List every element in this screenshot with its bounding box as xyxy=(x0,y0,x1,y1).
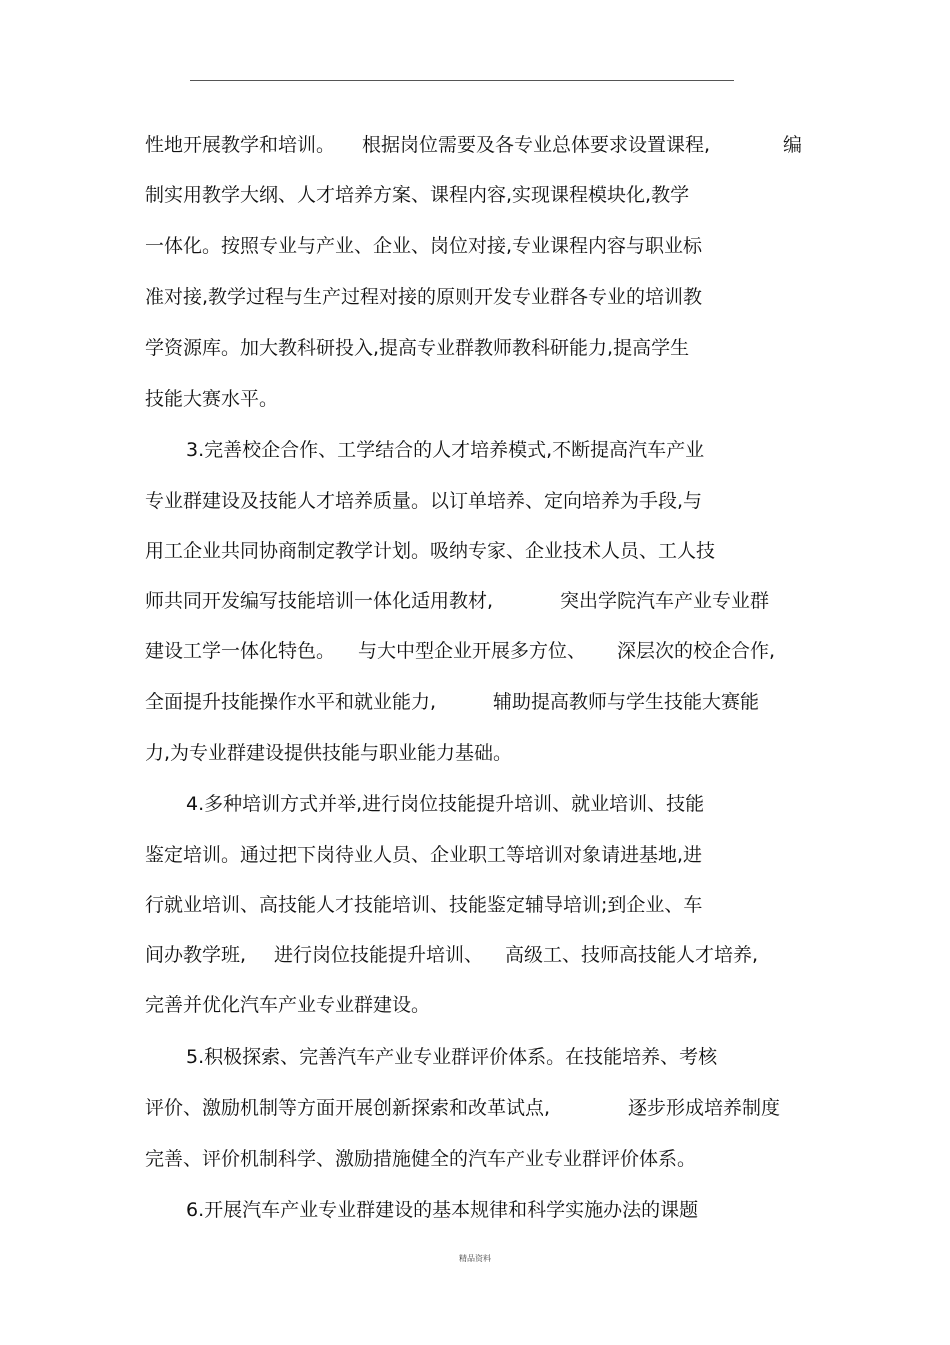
body-line: 评价、激励机制等方面开展创新探索和改革试点, xyxy=(145,1097,551,1119)
body-line: 逐步形成培养制度 xyxy=(628,1097,781,1119)
page-footer: 精品资料 xyxy=(459,1254,491,1263)
paragraph-5-start: 5.积极探索、完善汽车产业专业群评价体系。在技能培养、考核 xyxy=(186,1046,718,1068)
body-line: 鉴定培训。通过把下岗待业人员、企业职工等培训对象请进基地,进 xyxy=(145,844,703,866)
body-line: 完善、评价机制科学、激励措施健全的汽车产业专业群评价体系。 xyxy=(145,1148,697,1170)
body-line: 完善并优化汽车产业专业群建设。 xyxy=(145,994,431,1016)
body-line: 技能大赛水平。 xyxy=(145,388,279,410)
body-line: 准对接,教学过程与生产过程对接的原则开发专业群各专业的培训教 xyxy=(145,286,703,308)
body-line: 制实用教学大纲、人才培养方案、课程内容,实现课程模块化,教学 xyxy=(145,184,690,206)
paragraph-4-start: 4.多种培训方式并举,进行岗位技能提升培训、就业培训、技能 xyxy=(186,793,705,815)
body-line: 一体化。按照专业与产业、企业、岗位对接,专业课程内容与职业标 xyxy=(145,235,703,257)
body-line: 力,为专业群建设提供技能与职业能力基础。 xyxy=(145,742,513,764)
body-line: 专业群建设及技能人才培养质量。以订单培养、定向培养为手段,与 xyxy=(145,490,703,512)
body-line: 辅助提高教师与学生技能大赛能 xyxy=(493,691,760,713)
body-line: 师共同开发编写技能培训一体化适用教材, xyxy=(145,590,494,612)
body-line: 根据岗位需要及各专业总体要求设置课程, xyxy=(362,134,711,156)
body-line: 用工企业共同协商制定教学计划。吸纳专家、企业技术人员、工人技 xyxy=(145,540,716,562)
body-line: 学资源库。加大教科研投入,提高专业群教师教科研能力,提高学生 xyxy=(145,337,690,359)
body-line: 全面提升技能操作水平和就业能力, xyxy=(145,691,437,713)
body-line: 行就业培训、高技能人才技能培训、技能鉴定辅导培训;到企业、车 xyxy=(145,894,703,916)
body-line: 深层次的校企合作, xyxy=(617,640,776,662)
body-line: 编 xyxy=(783,134,803,156)
body-line: 高级工、技师高技能人才培养, xyxy=(505,944,759,966)
body-line: 建设工学一体化特色。 xyxy=(145,640,336,662)
body-line: 与大中型企业开展多方位、 xyxy=(358,640,587,662)
paragraph-6-start: 6.开展汽车产业专业群建设的基本规律和科学实施办法的课题 xyxy=(186,1199,699,1221)
header-rule xyxy=(190,80,734,81)
body-line: 间办教学班, xyxy=(145,944,247,966)
paragraph-3-start: 3.完善校企合作、工学结合的人才培养模式,不断提高汽车产业 xyxy=(186,439,705,461)
body-line: 进行岗位技能提升培训、 xyxy=(274,944,484,966)
body-line: 突出学院汽车产业专业群 xyxy=(560,590,770,612)
body-line: 性地开展教学和培训。 xyxy=(145,134,336,156)
